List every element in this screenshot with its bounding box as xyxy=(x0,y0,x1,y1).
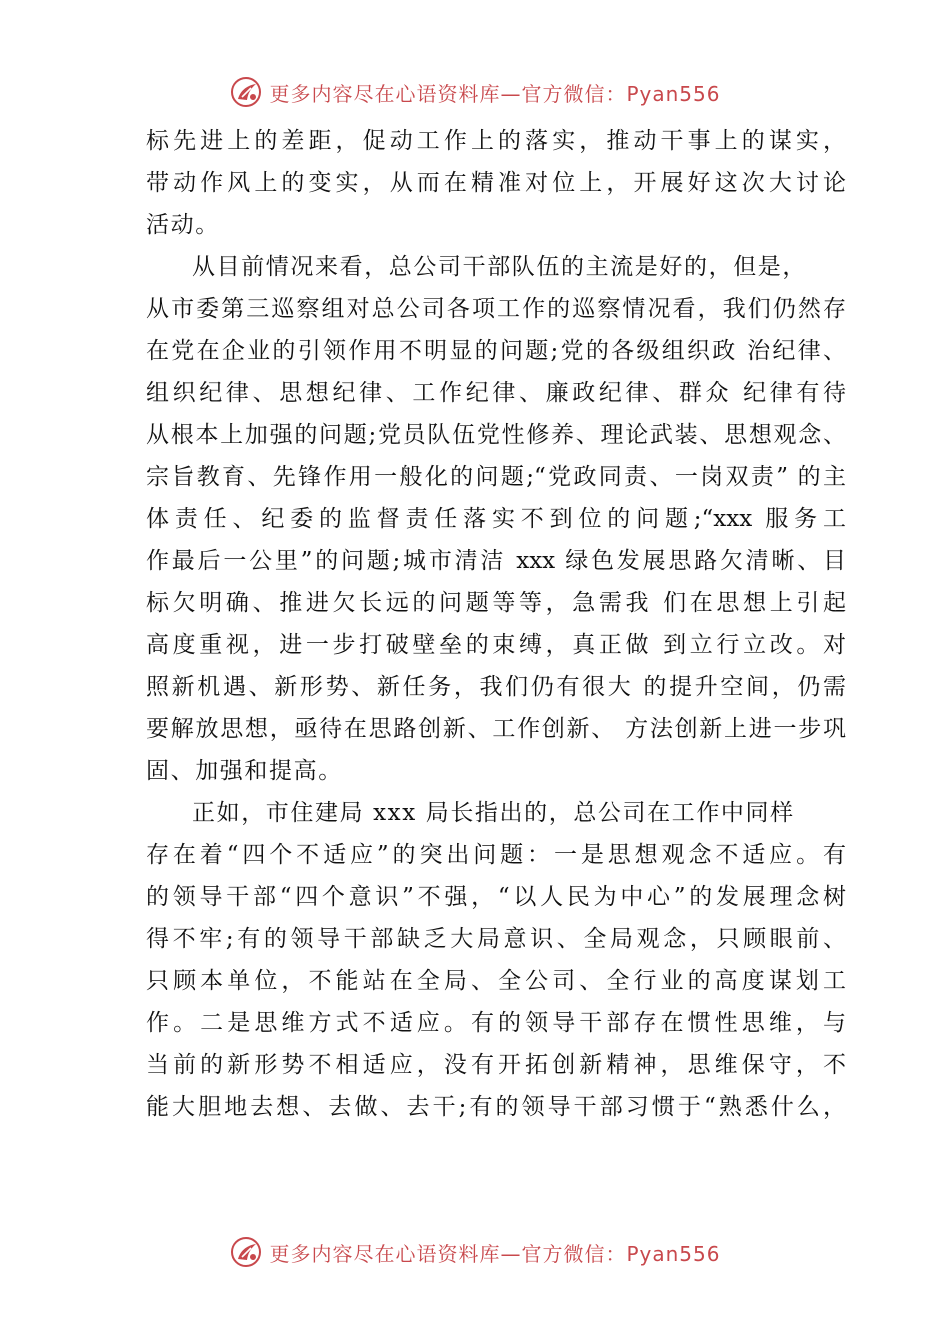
flame-seal-logo-icon xyxy=(229,75,263,109)
text-line: 得不牢;有的领导干部缺乏大局意识、全局观念，只顾眼前、 xyxy=(146,926,846,952)
text-line: 固、加强和提高。 xyxy=(146,758,343,784)
text-line: 从根本上加强的问题;党员队伍党性修养、理论武装、思想观念、 xyxy=(146,422,846,448)
text-line: 带动作风上的变实，从而在精准对位上，开展好这次大讨论 xyxy=(146,170,846,196)
text-line: 要解放思想，亟待在思路创新、工作创新、 方法创新上进一步巩 xyxy=(146,716,846,742)
text-line: 当前的新形势不相适应，没有开拓创新精神，思维保守，不 xyxy=(146,1052,846,1078)
watermark-text: 更多内容尽在心语资料库—官方微信：Pyan556 xyxy=(269,81,721,106)
text-line: 从市委第三巡察组对总公司各项工作的巡察情况看，我们仍然存 xyxy=(146,296,846,322)
text-line: 存在着“四个不适应”的突出问题：一是思想观念不适应。有 xyxy=(146,842,846,868)
footer-watermark-banner xyxy=(0,1232,950,1272)
flame-seal-logo-icon xyxy=(229,1235,263,1269)
text-line: 活动。 xyxy=(146,212,220,238)
text-line: 作最后一公里”的问题;城市清洁 xxx 绿色发展思路欠清晰、目 xyxy=(146,548,846,574)
text-line: 在党在企业的引领作用不明显的问题;党的各级组织政 治纪律、 xyxy=(146,338,846,364)
text-line: 高度重视，进一步打破壁垒的束缚，真正做 到立行立改。对 xyxy=(146,632,846,658)
text-line: 标欠明确、推进欠长远的问题等等，急需我 们在思想上引起 xyxy=(146,590,846,616)
header-watermark-banner xyxy=(0,72,950,112)
text-line: 体责任、纪委的监督责任落实不到位的问题;“xxx 服务工 xyxy=(146,506,846,532)
watermark-text: 更多内容尽在心语资料库—官方微信：Pyan556 xyxy=(269,1241,721,1266)
text-line: 能大胆地去想、去做、去干;有的领导干部习惯于“熟悉什么， xyxy=(146,1094,846,1120)
document-body xyxy=(146,120,846,1128)
text-line: 作。二是思维方式不适应。有的领导干部存在惯性思维，与 xyxy=(146,1010,846,1036)
text-line: 标先进上的差距，促动工作上的落实，推动干事上的谋实， xyxy=(146,128,846,154)
text-line: 正如，市住建局 xxx 局长指出的，总公司在工作中同样 xyxy=(192,800,795,826)
text-line: 组织纪律、思想纪律、工作纪律、廉政纪律、群众 纪律有待 xyxy=(146,380,846,406)
text-line: 照新机遇、新形势、新任务，我们仍有很大 的提升空间，仍需 xyxy=(146,674,846,700)
text-line: 的领导干部“四个意识”不强，“以人民为中心”的发展理念树 xyxy=(146,884,846,910)
text-line: 只顾本单位，不能站在全局、全公司、全行业的高度谋划工 xyxy=(146,968,846,994)
text-line: 从目前情况来看，总公司干部队伍的主流是好的，但是， xyxy=(192,254,807,280)
text-line: 宗旨教育、先锋作用一般化的问题;“党政同责、一岗双责” 的主 xyxy=(146,464,846,490)
